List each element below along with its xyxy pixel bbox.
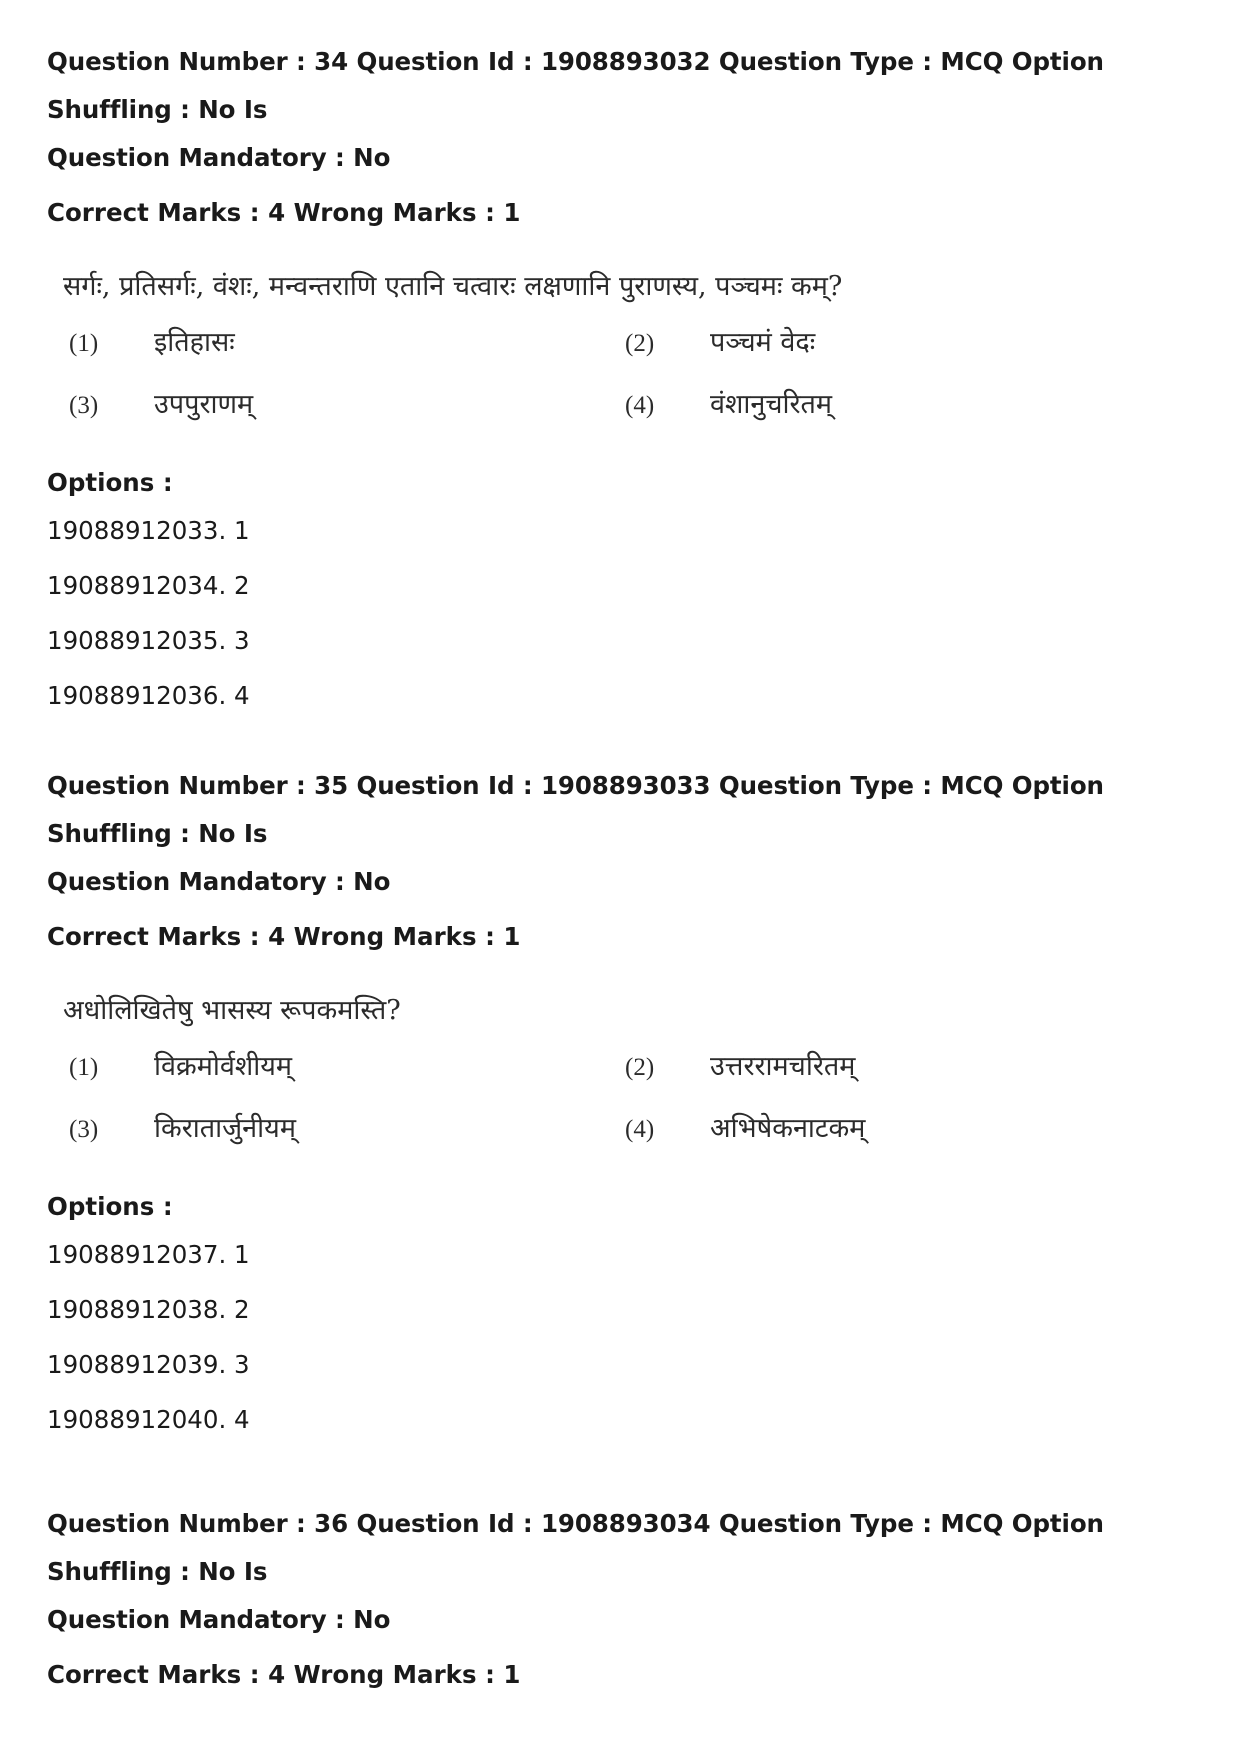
option-number: (2) — [625, 1054, 655, 1081]
options-label: Options : — [47, 468, 173, 497]
option-text: पञ्चमं वेदः — [710, 327, 816, 358]
choice-item: 19088912040. 4 — [47, 1405, 250, 1434]
answer-option-1 — [69, 323, 235, 364]
choice-item: 19088912033. 1 — [47, 516, 250, 545]
choice-item: 19088912039. 3 — [47, 1350, 250, 1379]
option-text: उपपुराणम् — [154, 389, 254, 420]
answer-options — [63, 323, 963, 445]
question-header: Question Number : 35 Question Id : 1908893033 Question Type : MCQ Option Shuffling : No Is — [47, 771, 1104, 848]
answer-option-4 — [625, 1109, 865, 1150]
option-text: उत्तररामचरितम् — [710, 1051, 856, 1082]
question-scan — [63, 267, 963, 445]
option-text: वंशानुचरितम् — [710, 389, 833, 420]
option-number: (3) — [69, 1116, 99, 1143]
option-number: (3) — [69, 392, 99, 419]
question-header: Question Number : 34 Question Id : 1908893032 Question Type : MCQ Option Shuffling : No Is — [47, 47, 1104, 124]
question-header: Question Number : 36 Question Id : 1908893034 Question Type : MCQ Option Shuffling : No Is — [47, 1509, 1104, 1586]
question-scan — [63, 991, 963, 1169]
question-stem: अधोलिखितेषु भासस्य रूपकमस्ति? — [63, 995, 401, 1026]
option-number: (2) — [625, 330, 655, 357]
question-block-34 — [47, 38, 1207, 727]
choice-item: 19088912035. 3 — [47, 626, 250, 655]
answer-option-3 — [69, 385, 253, 426]
choice-item: 19088912038. 2 — [47, 1295, 250, 1324]
answer-option-4 — [625, 385, 832, 426]
answer-option-2 — [625, 1047, 855, 1088]
option-number: (1) — [69, 1054, 99, 1081]
question-stem: सर्गः, प्रतिसर्गः, वंशः, मन्वन्तराणि एतानि चत्वारः लक्षणानि पुराणस्य, पञ्चमः कम्? — [63, 271, 843, 302]
option-text: इतिहासः — [154, 327, 235, 358]
choice-item: 19088912034. 2 — [47, 571, 250, 600]
question-mandatory: Question Mandatory : No — [47, 143, 391, 172]
answer-option-1 — [69, 1047, 292, 1088]
options-label: Options : — [47, 1192, 173, 1221]
question-mandatory: Question Mandatory : No — [47, 867, 391, 896]
question-block-36 — [47, 1500, 1207, 1699]
question-block-35 — [47, 762, 1207, 1451]
answer-options — [63, 1047, 963, 1169]
option-number: (4) — [625, 392, 655, 419]
question-marks: Correct Marks : 4 Wrong Marks : 1 — [47, 198, 521, 227]
question-marks: Correct Marks : 4 Wrong Marks : 1 — [47, 922, 521, 951]
option-text: अभिषेकनाटकम् — [710, 1113, 866, 1144]
choice-item: 19088912036. 4 — [47, 681, 250, 710]
answer-option-3 — [69, 1109, 296, 1150]
choice-item: 19088912037. 1 — [47, 1240, 250, 1269]
question-marks: Correct Marks : 4 Wrong Marks : 1 — [47, 1660, 521, 1689]
option-text: किरातार्जुनीयम् — [154, 1113, 296, 1144]
option-number: (1) — [69, 330, 99, 357]
option-number: (4) — [625, 1116, 655, 1143]
option-text: विक्रमोर्वशीयम् — [154, 1051, 293, 1082]
answer-option-2 — [625, 323, 815, 364]
question-mandatory: Question Mandatory : No — [47, 1605, 391, 1634]
